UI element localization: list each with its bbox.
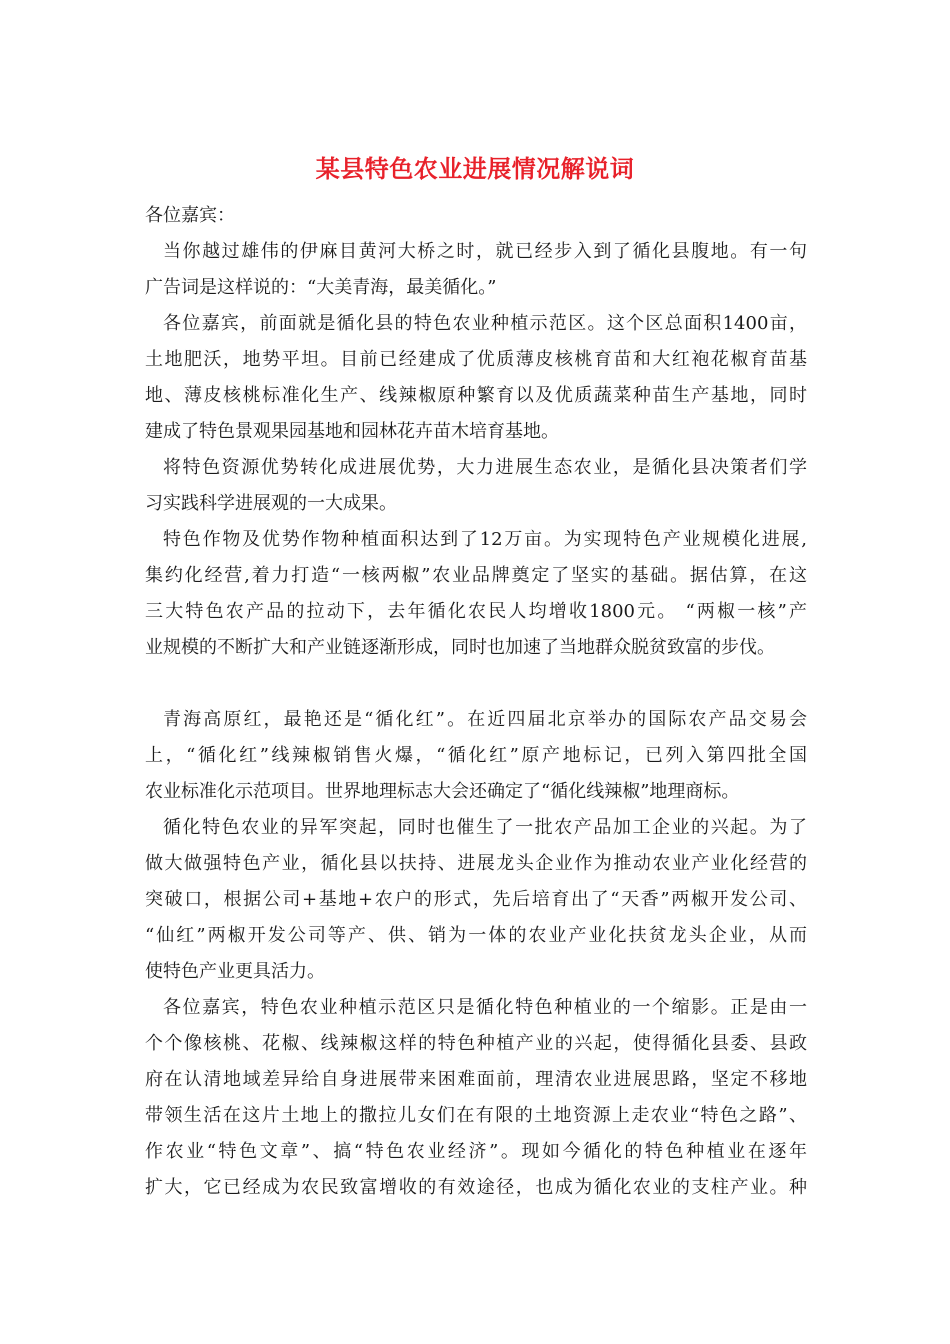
paragraph-5-line-2: 上，“循化红”线辣椒销售火爆，“循化红”原产地标记，已列入第四批全国 <box>145 745 807 766</box>
paragraph-2-line-2: 土地肥沃，地势平坦。目前已经建成了优质薄皮核桃育苗和大红袍花椒育苗基 <box>145 349 807 370</box>
paragraph-2-line-1: 各位嘉宾，前面就是循化县的特色农业种植示范区。这个区总面积1400亩， <box>163 313 807 334</box>
document-title: 某县特色农业进展情况解说词 <box>315 154 635 183</box>
paragraph-7-line-2: 个个像核桃、花椒、线辣椒这样的特色种植产业的兴起，使得循化县委、县政 <box>145 1033 807 1054</box>
paragraph-6-line-1: 循化特色农业的异军突起，同时也催生了一批农产品加工企业的兴起。为了 <box>163 817 807 838</box>
paragraph-1-line-1: 当你越过雄伟的伊麻目黄河大桥之时，就已经步入到了循化县腹地。有一句 <box>163 241 807 262</box>
paragraph-2-line-3: 地、薄皮核桃标准化生产、线辣椒原种繁育以及优质蔬菜种苗生产基地，同时 <box>145 385 807 406</box>
paragraph-7-line-6: 扩大，它已经成为农民致富增收的有效途径，也成为循化农业的支柱产业。种 <box>145 1177 807 1198</box>
paragraph-5-line-1: 青海高原红，最艳还是“循化红”。在近四届北京举办的国际农产品交易会 <box>163 709 807 730</box>
paragraph-4-line-1: 特色作物及优势作物种植面积达到了12万亩。为实现特色产业规模化进展, <box>163 529 807 550</box>
blank-line <box>145 666 807 702</box>
paragraph-7-line-3: 府在认清地域差异给自身进展带来困难面前，理清农业进展思路，坚定不移地 <box>145 1069 807 1090</box>
paragraph-7-line-1: 各位嘉宾，特色农业种植示范区只是循化特色种植业的一个缩影。正是由一 <box>163 997 807 1018</box>
paragraph-3-line-2: 习实践科学进展观的一大成果。 <box>145 493 397 514</box>
paragraph-2-line-4: 建成了特色景观果园基地和园林花卉苗木培育基地。 <box>145 421 559 442</box>
paragraph-6-line-2: 做大做强特色产业，循化县以扶持、进展龙头企业作为推动农业产业化经营的 <box>145 853 807 874</box>
paragraph-6-line-3: 突破口，根据公司+基地+农户的形式，先后培育出了“天香”两椒开发公司、 <box>145 889 807 910</box>
paragraph-5-line-3: 农业标准化示范项目。世界地理标志大会还确定了“循化线辣椒”地理商标。 <box>145 781 740 802</box>
greeting-line: 各位嘉宾： <box>145 205 235 226</box>
paragraph-6-line-5: 使特色产业更具活力。 <box>145 961 325 982</box>
paragraph-3-line-1: 将特色资源优势转化成进展优势，大力进展生态农业，是循化县决策者们学 <box>163 457 807 478</box>
paragraph-6-line-4: “仙红”两椒开发公司等产、供、销为一体的农业产业化扶贫龙头企业，从而 <box>145 925 807 946</box>
paragraph-7-line-5: 作农业“特色文章”、搞“特色农业经济”。现如今循化的特色种植业在逐年 <box>145 1141 807 1162</box>
paragraph-4-line-2: 集约化经营,着力打造“一核两椒”农业品牌奠定了坚实的基础。据估算，在这 <box>145 565 807 586</box>
paragraph-7-line-4: 带领生活在这片土地上的撒拉儿女们在有限的土地资源上走农业“特色之路”、 <box>145 1105 807 1126</box>
paragraph-1-line-2: 广告词是这样说的：“大美青海，最美循化。” <box>145 277 497 298</box>
document-body <box>145 198 807 1206</box>
paragraph-4-line-3: 三大特色农产品的拉动下，去年循化农民人均增收1800元。 “两椒一核”产 <box>145 601 807 622</box>
paragraph-4-line-4: 业规模的不断扩大和产业链逐渐形成，同时也加速了当地群众脱贫致富的步伐。 <box>145 637 775 658</box>
